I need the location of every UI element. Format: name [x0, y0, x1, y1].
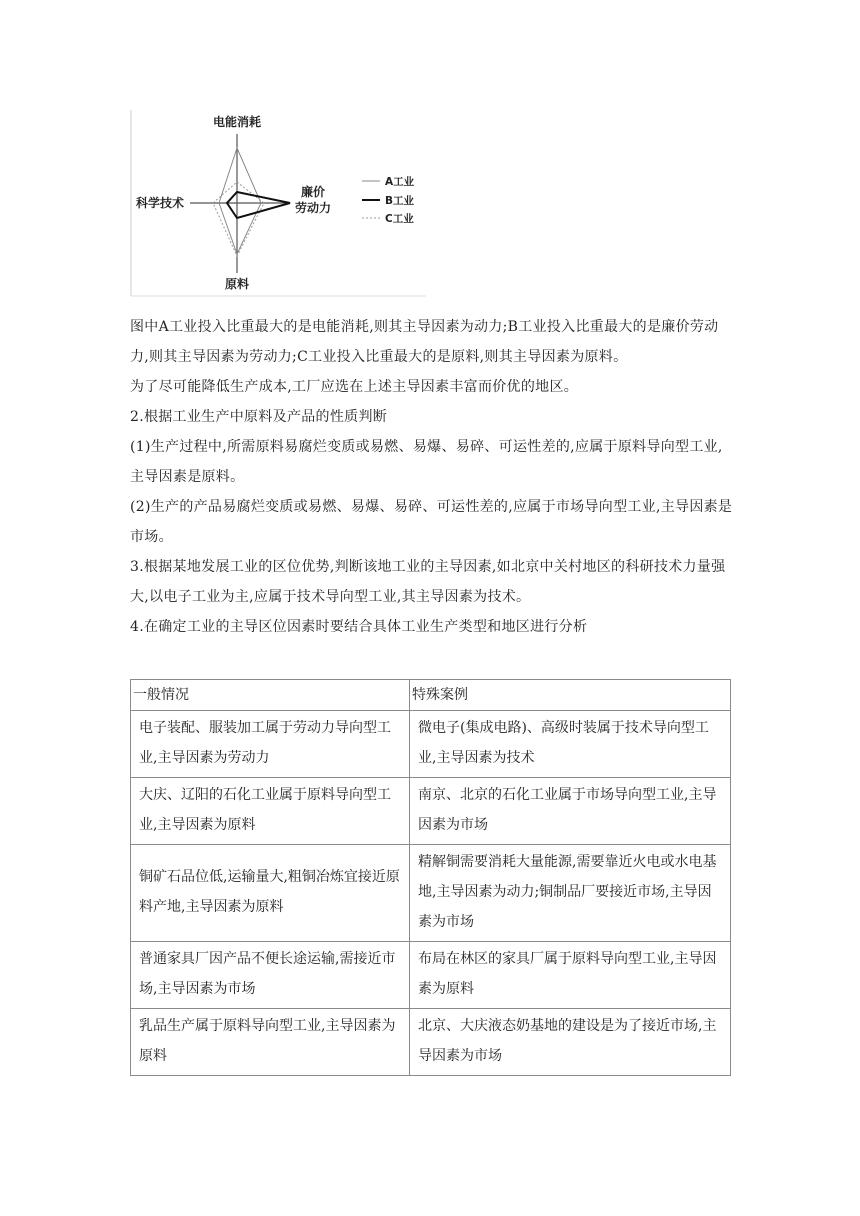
- paragraph-figure-explanation: 图中A工业投入比重最大的是电能消耗,则其主导因素为动力;B工业投入比重最大的是廉价劳动力,则其主导因素为劳动力;C工业投入比重最大的是原料,则其主导因素为原料。: [130, 319, 719, 365]
- legend-label-a: A工业: [385, 176, 415, 188]
- body-text: [130, 312, 734, 642]
- table-row: [131, 845, 731, 942]
- table-row: [131, 711, 731, 778]
- axis-label-power: 电能消耗: [212, 115, 262, 129]
- paragraph-item-1: (1)生产过程中,所需原料易腐烂变质或易燃、易爆、易碎、可运性差的,应属于原料导向型工业,主导因素是原料。: [130, 439, 723, 485]
- paragraph-heading-2: 2.根据工业生产中原料及产品的性质判断: [130, 409, 388, 425]
- table-cell: 普通家具厂因产品不便长途运输,需接近市场,主导因素为市场: [131, 942, 410, 1009]
- legend: [362, 175, 415, 225]
- table-row: [131, 778, 731, 845]
- radar-figure: [130, 110, 426, 298]
- axis-label-material: 原料: [224, 277, 250, 291]
- series-a-polygon: [219, 148, 261, 254]
- axis-label-cheap: 廉价: [300, 185, 326, 199]
- legend-label-c: C工业: [385, 213, 414, 225]
- table-row: [131, 942, 731, 1009]
- table-cell: 电子装配、服装加工属于劳动力导向型工业,主导因素为劳动力: [131, 711, 410, 778]
- table-cell: 精解铜需要消耗大量能源,需要靠近火电或水电基地,主导因素为动力;铜制品厂要接近市场,主导因素为市场: [410, 845, 731, 942]
- axis-label-labor: 劳动力: [294, 201, 332, 215]
- axis-label-technology: 科学技术: [135, 196, 185, 210]
- table-cell: 铜矿石品位低,运输量大,粗铜冶炼宜接近原料产地,主导因素为原料: [131, 845, 410, 942]
- table-cell: 微电子(集成电路)、高级时装属于技术导向型工业,主导因素为技术: [410, 711, 731, 778]
- paragraph-heading-3: 3.根据某地发展工业的区位优势,判断该地工业的主导因素,如北京中关村地区的科研技术力量强大,以电子工业为主,应属于技术导向型工业,其主导因素为技术。: [130, 559, 726, 605]
- comparison-table: [130, 679, 731, 1076]
- table-row: [131, 1009, 731, 1076]
- paragraph-item-2: (2)生产的产品易腐烂变质或易燃、易爆、易碎、可运性差的,应属于市场导向型工业,主导因素是市场。: [130, 499, 733, 545]
- paragraph-heading-4: 4.在确定工业的主导区位因素时要结合具体工业生产类型和地区进行分析: [130, 619, 588, 635]
- legend-label-b: B工业: [385, 195, 415, 207]
- table-cell: 南京、北京的石化工业属于市场导向型工业,主导因素为市场: [410, 778, 731, 845]
- paragraph-site-selection: 为了尽可能降低生产成本,工厂应选在上述主导因素丰富而价优的地区。: [130, 379, 579, 395]
- table-header-special: 特殊案例: [410, 680, 731, 711]
- radar-chart: [130, 110, 426, 298]
- table-cell: 布局在林区的家具厂属于原料导向型工业,主导因素为原料: [410, 942, 731, 1009]
- table-cell: 乳品生产属于原料导向型工业,主导因素为原料: [131, 1009, 410, 1076]
- table-header-general: 一般情况: [131, 680, 410, 711]
- table-header-row: [131, 680, 731, 711]
- table-cell: 大庆、辽阳的石化工业属于原料导向型工业,主导因素为原料: [131, 778, 410, 845]
- table-cell: 北京、大庆液态奶基地的建设是为了接近市场,主导因素为市场: [410, 1009, 731, 1076]
